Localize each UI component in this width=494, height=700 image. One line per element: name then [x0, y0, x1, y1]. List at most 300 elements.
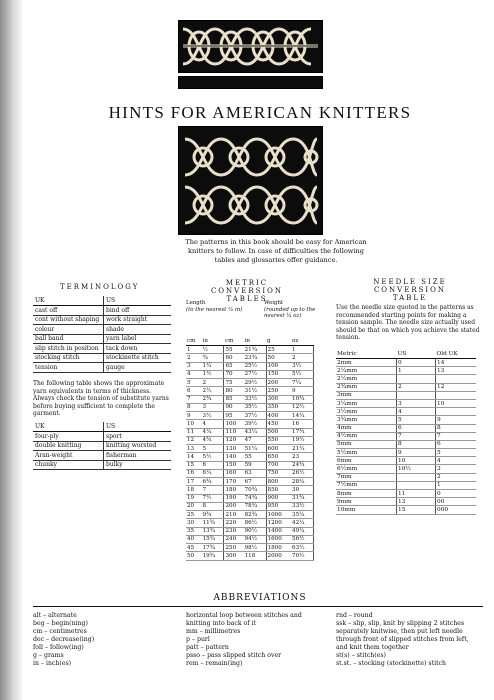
column-header: Metric: [336, 350, 397, 359]
table-cell: 220: [224, 519, 244, 527]
table-cell: shade: [104, 325, 172, 335]
table-cell: yarn label: [104, 334, 172, 344]
abbreviation-line: p – purl: [186, 636, 210, 643]
table-cell: 23: [291, 453, 313, 461]
table-row: [336, 481, 476, 489]
table-cell: 1600: [266, 535, 291, 543]
table-cell: 25: [266, 346, 291, 354]
table-cell: 7mm: [336, 473, 397, 481]
table-cell: 00: [436, 498, 477, 506]
table-row: [33, 441, 171, 451]
table-row: [336, 457, 476, 465]
table-row: [336, 391, 476, 399]
table-row: [186, 403, 314, 411]
table-cell: 170: [224, 478, 244, 486]
table-row: [186, 469, 314, 477]
table-row: [186, 379, 314, 387]
table-cell: 82¾: [244, 511, 266, 519]
table-cell: 120: [224, 436, 244, 444]
table-cell: 4¾: [202, 436, 224, 444]
table-cell: 14¼: [291, 412, 313, 420]
metric-conversion-table: [186, 337, 314, 561]
table-row: [186, 445, 314, 453]
table-cell: 200: [224, 502, 244, 510]
table-cell: knitting worsted: [104, 441, 172, 451]
table-cell: 15: [397, 506, 436, 514]
table-cell: 2½mm: [336, 375, 397, 383]
abbreviation-line: knitting into back of it: [186, 620, 256, 627]
table-cell: 750: [266, 469, 291, 477]
table-cell: 7: [436, 432, 477, 440]
table-row: [186, 436, 314, 444]
column-header: in: [244, 337, 266, 346]
table-cell: 12: [436, 383, 477, 391]
needle-size-table: [336, 350, 476, 515]
table-cell: 9: [436, 416, 477, 424]
table-cell: 2: [291, 354, 313, 362]
table-cell: gauge: [104, 363, 172, 373]
table-cell: 55: [224, 346, 244, 354]
terminology-table: [33, 296, 171, 373]
table-cell: 43¼: [244, 428, 266, 436]
table-row: [186, 395, 314, 403]
table-row: [336, 399, 476, 407]
table-row: [336, 383, 476, 391]
table-row: [186, 387, 314, 395]
table-cell: 45: [186, 544, 202, 552]
table-cell: [397, 473, 436, 481]
table-cell: 300: [224, 552, 244, 560]
table-cell: bulky: [104, 460, 172, 470]
table-cell: 110: [224, 428, 244, 436]
table-cell: 4¼: [202, 428, 224, 436]
col-header-uk: UK: [33, 296, 104, 306]
table-row: [336, 367, 476, 375]
table-row: [336, 473, 476, 481]
table-cell: 3: [202, 403, 224, 411]
table-cell: 7¼: [291, 379, 313, 387]
table-cell: 4mm: [336, 424, 397, 432]
table-row: [186, 420, 314, 428]
table-row: [336, 408, 476, 416]
table-cell: 15: [186, 461, 202, 469]
table-cell: [436, 375, 477, 383]
length-note: (to the nearest ¼ in): [186, 306, 243, 313]
table-cell: 300: [266, 395, 291, 403]
table-cell: 100: [224, 420, 244, 428]
table-cell: 51¼: [244, 445, 266, 453]
table-cell: 35½: [244, 403, 266, 411]
abbreviations-col-3: [336, 612, 469, 668]
table-cell: slip stitch in position: [33, 344, 104, 354]
table-cell: 28¼: [291, 478, 313, 486]
abbreviation-line: horizontal loop between stitches and: [186, 612, 302, 619]
table-cell: 30: [291, 486, 313, 494]
table-cell: 3: [397, 399, 436, 407]
table-cell: 21¾: [244, 346, 266, 354]
needle-paragraph: Use the needle size quoted in the patterns as recommended starting points for making a tension sample. The needle size actually used should be that on which you achieve the stated tension.: [336, 304, 480, 342]
abbreviation-line: separately knitwise, then put left needle: [336, 628, 463, 635]
abbreviation-line: alt – alternate: [33, 612, 77, 619]
table-cell: [397, 375, 436, 383]
table-cell: 2: [436, 473, 477, 481]
table-cell: 63½: [291, 544, 313, 552]
table-cell: 1200: [266, 519, 291, 527]
table-cell: 31¾: [291, 494, 313, 502]
abbreviations-col-2: [186, 612, 302, 668]
table-cell: 8: [397, 440, 436, 448]
table-cell: 59: [244, 461, 266, 469]
table-row: [186, 354, 314, 362]
table-cell: 5: [186, 379, 202, 387]
table-cell: 70: [224, 370, 244, 378]
table-cell: 14: [186, 453, 202, 461]
table-row: [186, 362, 314, 370]
page-gutter-shadow: [0, 0, 22, 700]
table-cell: 0: [436, 490, 477, 498]
table-cell: 12½: [291, 403, 313, 411]
table-cell: 70¾: [244, 486, 266, 494]
table-cell: 6: [186, 387, 202, 395]
abbreviation-line: in – inch(es): [33, 660, 72, 667]
abbreviation-line: patt – pattern: [186, 644, 229, 651]
celtic-knot-border-top: [178, 20, 323, 73]
table-row: [186, 461, 314, 469]
table-cell: 130: [224, 445, 244, 453]
table-row: [186, 552, 314, 560]
table-cell: 27½: [244, 370, 266, 378]
table-cell: 8mm: [336, 490, 397, 498]
table-cell: 5: [202, 445, 224, 453]
table-row: [336, 416, 476, 424]
table-cell: 7½: [202, 494, 224, 502]
table-row: [336, 465, 476, 473]
table-cell: 11¾: [202, 519, 224, 527]
table-cell: 230: [224, 527, 244, 535]
table-cell: 5: [397, 416, 436, 424]
table-cell: 33½: [244, 395, 266, 403]
table-cell: 10: [436, 399, 477, 407]
table-cell: 2¼mm: [336, 367, 397, 375]
table-row: [33, 460, 171, 470]
table-cell: 450: [266, 420, 291, 428]
table-cell: 5mm: [336, 440, 397, 448]
table-cell: 900: [266, 494, 291, 502]
table-row: [336, 490, 476, 498]
table-cell: 63: [244, 469, 266, 477]
table-cell: 70½: [291, 552, 313, 560]
table-cell: 17: [186, 478, 202, 486]
table-cell: [397, 391, 436, 399]
table-cell: 150: [224, 461, 244, 469]
table-cell: 100: [266, 362, 291, 370]
table-cell: 90: [224, 403, 244, 411]
table-cell: cast off: [33, 306, 104, 316]
table-cell: 13: [186, 445, 202, 453]
table-row: [186, 428, 314, 436]
table-cell: 600: [266, 445, 291, 453]
table-cell: 16: [291, 420, 313, 428]
table-cell: 240: [224, 535, 244, 543]
abbreviation-line: st(s) – stitch(es): [336, 652, 386, 659]
table-row: [336, 432, 476, 440]
table-cell: 55: [244, 453, 266, 461]
table-cell: 67: [244, 478, 266, 486]
table-cell: 1800: [266, 544, 291, 552]
table-cell: 0: [397, 359, 436, 367]
table-cell: 4: [397, 408, 436, 416]
table-cell: 10¾: [291, 395, 313, 403]
table-cell: 94½: [244, 535, 266, 543]
table-row: [33, 315, 171, 325]
table-cell: 3: [186, 362, 202, 370]
table-cell: sport: [104, 432, 172, 442]
table-cell: 3½: [291, 362, 313, 370]
table-cell: 85: [224, 395, 244, 403]
table-cell: tension: [33, 363, 104, 373]
table-cell: 2½: [202, 387, 224, 395]
table-row: [186, 544, 314, 552]
table-cell: 250: [224, 544, 244, 552]
table-cell: double knitting: [33, 441, 104, 451]
table-cell: 700: [266, 461, 291, 469]
abbreviation-line: dec – decrease(ing): [33, 636, 95, 643]
table-cell: 7: [397, 432, 436, 440]
table-row: [186, 527, 314, 535]
table-cell: 3mm: [336, 391, 397, 399]
yarn-equivalents-paragraph: The following table shows the approximate yarn equivalents in terms of thickness. Always check the tension of substitute yarns before buying sufficient to complete the garment.: [33, 380, 169, 418]
table-row: [186, 502, 314, 510]
table-cell: 9mm: [336, 498, 397, 506]
intro-text: The patterns in this book should be easy for American knitters to follow. In case of difficulties the following tables and glossaries offer guidance.: [185, 238, 367, 264]
table-cell: 200: [266, 379, 291, 387]
table-row: [336, 506, 476, 514]
table-cell: 118: [244, 552, 266, 560]
table-cell: 10: [397, 457, 436, 465]
table-cell: 33½: [291, 502, 313, 510]
table-cell: 7: [202, 486, 224, 494]
column-header: cm: [224, 337, 244, 346]
table-cell: 6: [436, 440, 477, 448]
table-cell: 6mm: [336, 457, 397, 465]
table-cell: 25: [186, 511, 202, 519]
abbreviations-rule: [33, 606, 483, 607]
needle-heading-line2: CONVERSION TABLE: [373, 286, 447, 302]
abbreviation-line: mm – millimetres: [186, 628, 241, 635]
table-row: [33, 344, 171, 354]
abbreviation-line: beg – begin(ning): [33, 620, 88, 627]
table-cell: 10: [186, 420, 202, 428]
table-row: [33, 353, 171, 363]
table-row: [336, 440, 476, 448]
table-cell: 150: [266, 370, 291, 378]
table-cell: 8: [436, 424, 477, 432]
table-cell: 78¾: [244, 502, 266, 510]
abbreviation-line: st.st. – stocking (stockinette) stitch: [336, 660, 447, 667]
table-row: [336, 375, 476, 383]
table-cell: 160: [224, 469, 244, 477]
weight-note: (rounded up to the nearest ¼ oz): [264, 306, 316, 319]
table-cell: 15¾: [202, 535, 224, 543]
table-cell: ¾: [202, 354, 224, 362]
table-cell: 2000: [266, 552, 291, 560]
table-cell: 1¼: [202, 362, 224, 370]
table-cell: 75: [224, 379, 244, 387]
table-cell: 5½: [291, 370, 313, 378]
table-cell: 550: [266, 436, 291, 444]
table-cell: 6¼: [202, 469, 224, 477]
table-cell: 500: [266, 428, 291, 436]
table-cell: 13: [397, 498, 436, 506]
abbreviation-line: psso – pass slipped stitch over: [186, 652, 282, 659]
table-cell: 180: [224, 486, 244, 494]
table-cell: 18: [186, 486, 202, 494]
table-cell: chunky: [33, 460, 104, 470]
table-cell: 2: [397, 383, 436, 391]
table-row: [186, 412, 314, 420]
table-cell: 250: [266, 387, 291, 395]
table-cell: 31½: [244, 387, 266, 395]
table-cell: 40: [186, 535, 202, 543]
column-header: cm: [186, 337, 202, 346]
table-cell: colour: [33, 325, 104, 335]
table-cell: 74¾: [244, 494, 266, 502]
table-cell: 2mm: [336, 359, 397, 367]
column-header: US: [397, 350, 436, 359]
table-cell: 98½: [244, 544, 266, 552]
column-header: g: [266, 337, 291, 346]
table-cell: 1: [436, 481, 477, 489]
table-row: [186, 519, 314, 527]
table-cell: fisherman: [104, 451, 172, 461]
abbreviation-line: foll – follow(ing): [33, 644, 84, 651]
table-cell: 210: [224, 511, 244, 519]
table-cell: 7½mm: [336, 481, 397, 489]
table-cell: 400: [266, 412, 291, 420]
abbreviation-line: rem – remain(ing): [186, 660, 243, 667]
column-header: in: [202, 337, 224, 346]
table-cell: 25½: [244, 362, 266, 370]
table-cell: 1: [397, 367, 436, 375]
table-cell: 90½: [244, 527, 266, 535]
table-cell: 650: [266, 453, 291, 461]
table-cell: 3¼mm: [336, 399, 397, 407]
table-row: [336, 359, 476, 367]
table-cell: 9: [397, 449, 436, 457]
table-row: [33, 325, 171, 335]
table-cell: 3: [436, 465, 477, 473]
table-cell: 20: [186, 502, 202, 510]
table-cell: 350: [266, 403, 291, 411]
table-cell: [436, 391, 477, 399]
table-cell: 4: [202, 420, 224, 428]
table-cell: 13¾: [202, 527, 224, 535]
table-row: [186, 453, 314, 461]
table-cell: 11: [397, 490, 436, 498]
abbreviation-line: cm – centimetres: [33, 628, 87, 635]
table-cell: 9: [186, 412, 202, 420]
table-cell: 9: [291, 387, 313, 395]
table-cell: 16: [186, 469, 202, 477]
table-row: [33, 306, 171, 316]
terminology-heading: TERMINOLOGY: [60, 283, 140, 291]
table-cell: 49¼: [291, 527, 313, 535]
table-cell: 1000: [266, 511, 291, 519]
table-cell: 86½: [244, 519, 266, 527]
needle-heading: [355, 278, 465, 302]
table-cell: 8: [202, 502, 224, 510]
table-cell: 21¼: [291, 445, 313, 453]
table-cell: 95: [224, 412, 244, 420]
table-cell: 42¼: [291, 519, 313, 527]
col-header-us: US: [104, 296, 172, 306]
table-cell: 3¾mm: [336, 416, 397, 424]
table-cell: ½: [202, 346, 224, 354]
metric-heading-line3: TABLES: [226, 295, 268, 303]
table-cell: 14: [436, 359, 477, 367]
table-cell: 4: [186, 370, 202, 378]
table-row: [186, 346, 314, 354]
table-row: [33, 451, 171, 461]
table-cell: 3½: [202, 412, 224, 420]
table-cell: Aran-weight: [33, 451, 104, 461]
page-title: HINTS FOR AMERICAN KNITTERS: [108, 103, 412, 122]
col-header-us: US: [104, 422, 172, 432]
table-cell: 1: [291, 346, 313, 354]
table-row: [186, 478, 314, 486]
abbreviation-line: rnd – round: [336, 612, 373, 619]
table-cell: 26½: [291, 469, 313, 477]
table-cell: 19½: [291, 436, 313, 444]
table-row: [186, 494, 314, 502]
table-cell: 1: [186, 346, 202, 354]
column-header: oz: [291, 337, 313, 346]
metric-heading-line2: CONVERSION: [210, 287, 284, 295]
table-row: [186, 511, 314, 519]
table-row: [336, 424, 476, 432]
table-cell: 35: [186, 527, 202, 535]
table-cell: 140: [224, 453, 244, 461]
table-cell: 5½mm: [336, 449, 397, 457]
abbreviations-heading: ABBREVIATIONS: [213, 593, 307, 603]
table-row: [33, 334, 171, 344]
table-cell: 19: [186, 494, 202, 502]
table-cell: work straight: [104, 315, 172, 325]
table-cell: 50: [266, 354, 291, 362]
abbreviation-line: ssk – slip, slip, knit by slipping 2 stitches: [336, 620, 465, 627]
yarn-table: [33, 422, 171, 470]
table-cell: 10mm: [336, 506, 397, 514]
table-cell: 56½: [291, 535, 313, 543]
table-cell: [436, 408, 477, 416]
table-cell: 17¾: [202, 544, 224, 552]
celtic-knot-border-bottom: [178, 126, 323, 235]
table-cell: 17¾: [291, 428, 313, 436]
table-cell: cont without shaping: [33, 315, 104, 325]
table-row: [186, 370, 314, 378]
table-cell: 30: [186, 519, 202, 527]
table-cell: 13: [436, 367, 477, 375]
table-cell: [397, 481, 436, 489]
table-cell: 1400: [266, 527, 291, 535]
table-cell: 37½: [244, 412, 266, 420]
table-cell: 2: [202, 379, 224, 387]
col-header-uk: UK: [33, 422, 104, 432]
celtic-band-thin: [178, 76, 323, 89]
length-label: Length: [186, 300, 206, 306]
table-cell: 10½: [397, 465, 436, 473]
table-cell: 190: [224, 494, 244, 502]
